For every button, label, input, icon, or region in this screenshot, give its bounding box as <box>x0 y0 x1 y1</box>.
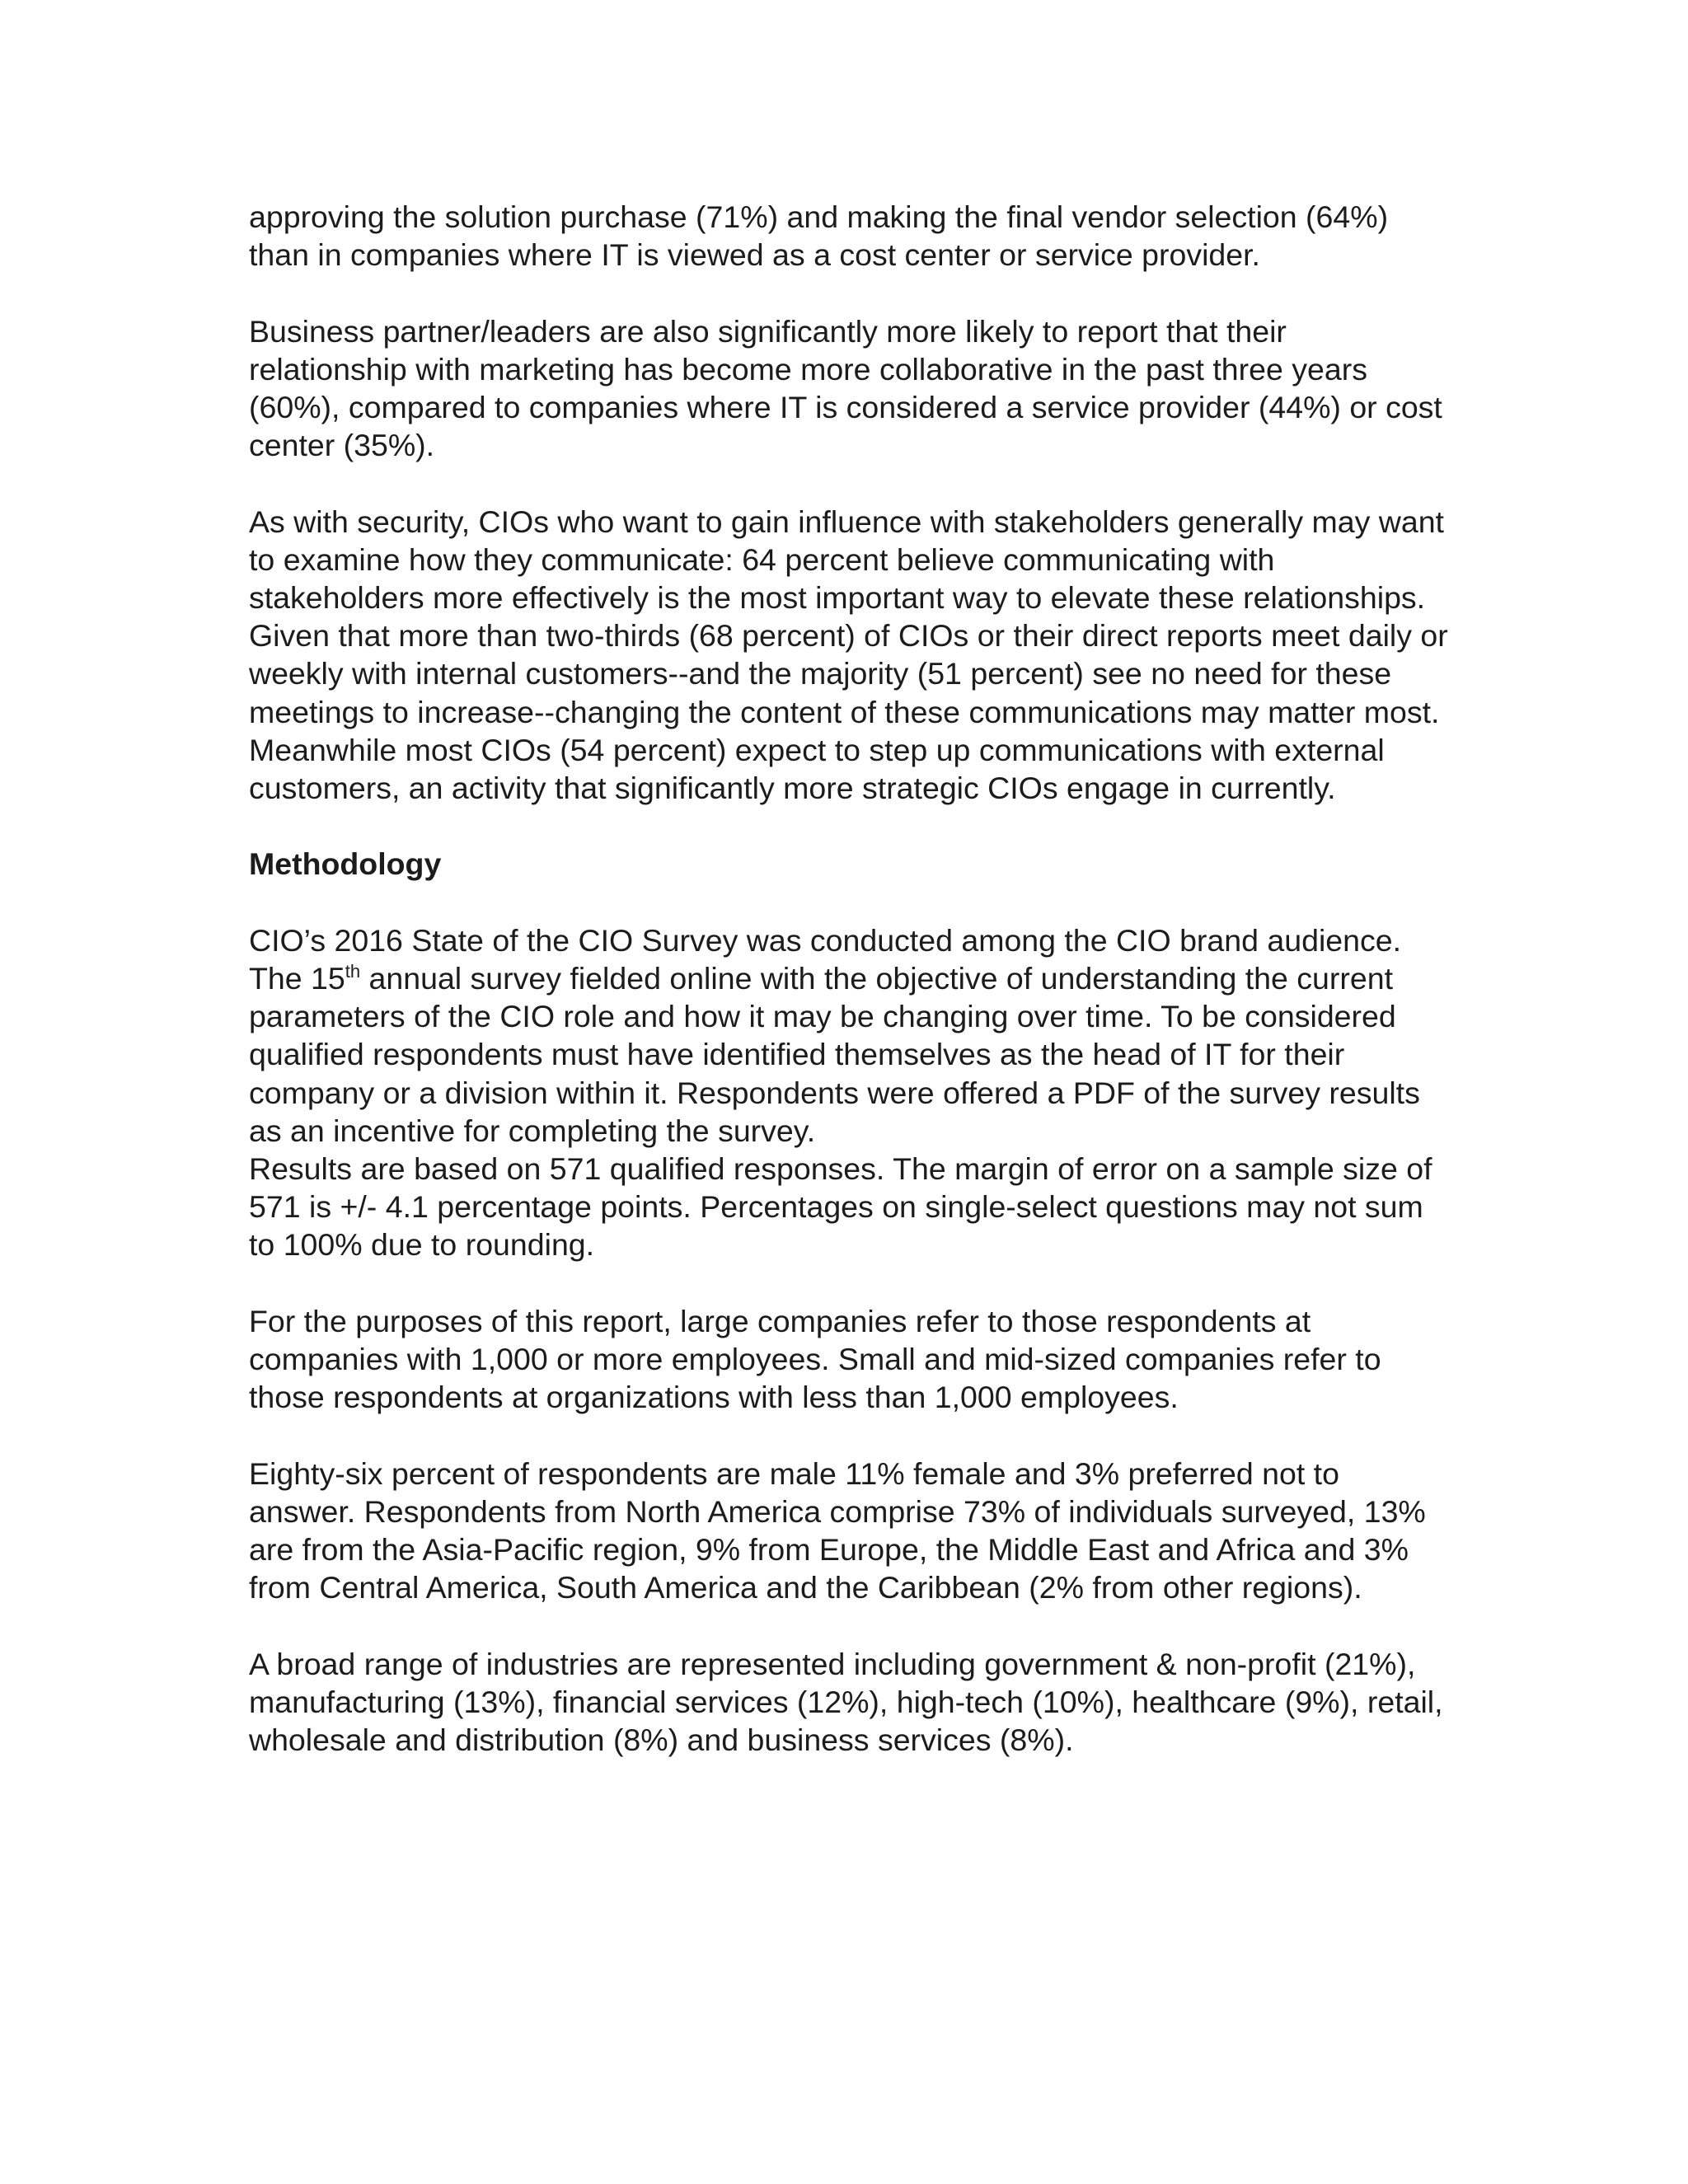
methodology-intro-text-start: CIO’s 2016 State of the CIO Survey was conducted among the CIO brand audience. The 15 <box>249 922 1402 996</box>
methodology-heading: Methodology <box>249 846 442 882</box>
methodology-results-paragraph: Results are based on 571 qualified responses. The margin of error on a sample size of 571 is +/- 4.1 percentage points. Percentages on single-select questions may not sum to 100% due to rounding. <box>249 1151 1432 1263</box>
ordinal-suffix: th <box>345 961 361 982</box>
methodology-intro-paragraph <box>249 921 1452 1150</box>
methodology-intro-text-end: annual survey fielded online with the objective of understanding the current parameters of the CIO role and how it may be changing over time. To be considered qualified respondents must have identified themselves as the head of IT for their company or a division within it. Respondents were offered a PDF of the survey results as an incentive for completing the survey. <box>249 961 1420 1148</box>
industries-paragraph: A broad range of industries are represented including government & non-profit (21%), manufacturing (13%), financial services (12%), high-tech (10%), healthcare (9%), retail, wholesale and distribution (8%) and business services (8%). <box>249 1646 1443 1758</box>
company-size-paragraph: For the purposes of this report, large companies refer to those respondents at companies with 1,000 or more employees. Small and mid-sized companies refer to those respondents at organizations with less than 1,000 employees. <box>249 1303 1381 1415</box>
paragraph-purchase-approval: approving the solution purchase (71%) and making the final vendor selection (64%) than in companies where IT is viewed as a cost center or service provider. <box>249 199 1389 273</box>
demographics-paragraph: Eighty-six percent of respondents are male 11% female and 3% preferred not to answer. Respondents from North America comprise 73% of individuals surveyed, 13% are from the Asia-Pacific region, 9% from Europe, the Middle East and Africa and 3% from Central America, South America and the Caribbean (2% from other regions). <box>249 1455 1426 1605</box>
document-body <box>249 198 1452 1797</box>
paragraph-marketing-collaboration: Business partner/leaders are also significantly more likely to report that their relationship with marketing has become more collaborative in the past three years (60%), compared to companies where IT is considered a service provider (44%) or cost center (35%). <box>249 313 1442 463</box>
paragraph-stakeholder-communication: As with security, CIOs who want to gain influence with stakeholders generally may want to examine how they communicate: 64 percent believe communicating with stakeholders more effectively is the most important way to elevate these relationships. Given that more than two-thirds (68 percent) of CIOs or their direct reports meet daily or weekly with internal customers--and the majority (51 percent) see no need for these meetings to increase--changing the content of these communications may matter most. Meanwhile most CIOs (54 percent) expect to step up communications with external customers, an activity that significantly more strategic CIOs engage in currently. <box>249 504 1448 806</box>
